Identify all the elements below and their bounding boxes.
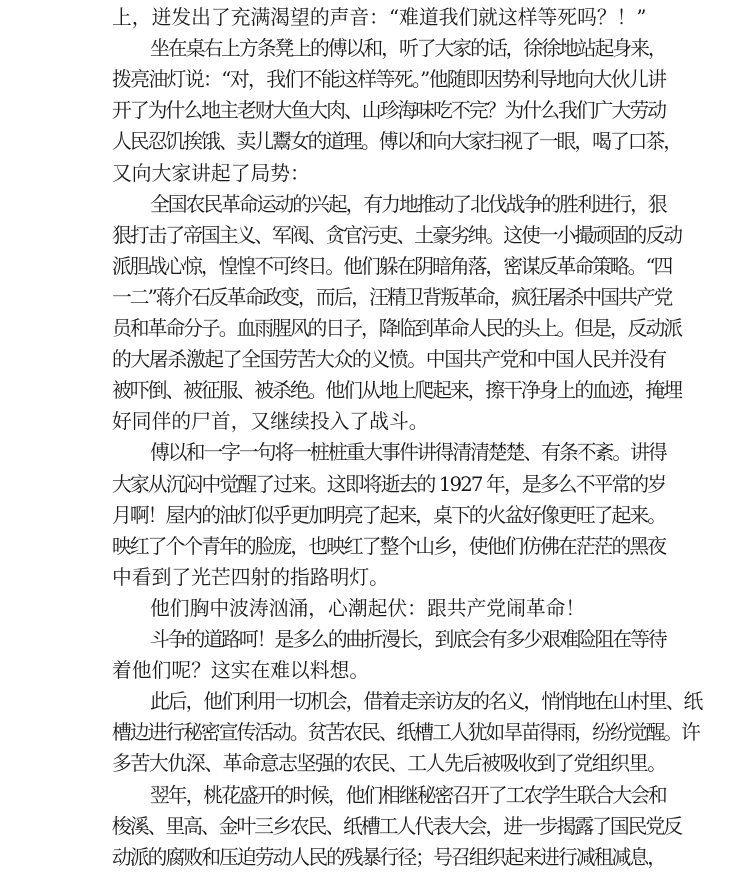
text-line: 的大屠杀激起了全国劳苦大众的义愤。中国共产党和中国人民并没有 [112,348,666,372]
text-line: 好同伴的尸首，又继续投入了战斗。 [112,410,429,434]
text-line: 又向大家讲起了局势： [112,161,310,185]
text-line: 映红了个个青年的脸庞，也映红了整个山乡，使他们仿佛在茫茫的黑夜 [112,534,666,558]
text-line: 上，迸发出了充满渴望的声音：“难道我们就这样等死吗？！” [112,6,647,29]
text-line: 梭溪、里高、金叶三乡农民、纸槽工人代表大会，进一步揭露了国民党反 [112,814,682,838]
text-line: 被吓倒、被征服、被杀绝。他们从地上爬起来，擦干净身上的血迹，掩埋 [112,379,682,403]
text-line: 派胆战心惊，惶惶不可终日。他们躲在阴暗角落，密谋反革命策略。“四 [112,254,672,278]
text-line: 狠打击了帝国主义、军阀、贪官污吏、土豪劣绅。这使一小撮顽固的反动 [112,223,682,247]
text-line: 槽边进行秘密宣传活动。贫苦农民、纸槽工人犹如旱苗得雨，纷纷觉醒。许 [112,721,699,745]
text-line: 他们胸中波涛汹涌，心潮起伏：跟共产党闹革命！ [150,596,586,620]
text-line: 动派的腐败和压迫劳动人民的残暴行径；号召组织起来进行减租减息， [112,845,666,869]
text-line: 着他们呢？这实在难以料想。 [112,659,370,683]
text-line: 开了为什么地主老财大鱼大肉、山珍海味吃不完？为什么我们广大劳动 [112,99,666,123]
text-line: 此后，他们利用一切机会，借着走亲访友的名义，悄悄地在山村里、纸 [150,690,702,714]
text-line: 斗争的道路呵！是多么的曲折漫长，到底会有多少艰难险阻在等待 [150,628,666,651]
text-line: 大家从沉闷中觉醒了过来。这即将逝去的 1927 年，是多么不平常的岁 [112,472,666,496]
text-line: 员和革命分子。血雨腥风的日子，降临到革命人民的头上。但是，反动派 [112,317,682,340]
text-line: 人民忍饥挨饿、卖儿鬻女的道理。傅以和向大家扫视了一眼，喝了口茶， [112,130,682,154]
text-line: 中看到了光芒四射的指路明灯。 [112,565,389,589]
text-line: 多苦大仇深、革命意志坚强的农民、工人先后被吸收到了党组织里。 [112,752,666,776]
text-line: 一二”蒋介石反革命政变，而后，汪精卫背叛革命，疯狂屠杀中国共产党 [112,285,672,309]
text-line: 拨亮油灯说：“对，我们不能这样等死。”他随即因势利导地向大伙儿讲 [112,68,666,92]
text-line: 月啊！屋内的油灯似乎更加明亮了起来，桌下的火盆好像更旺了起来。 [112,503,666,527]
text-line: 全国农民革命运动的兴起，有力地推动了北伐战争的胜利进行，狠 [150,192,666,216]
text-line: 坐在桌右上方条凳上的傅以和，听了大家的话，徐徐地站起身来， [150,37,666,61]
text-line: 翌年，桃花盛开的时候，他们相继秘密召开了工农学生联合大会和 [150,783,666,807]
text-line: 傅以和一字一句将一桩桩重大事件讲得清清楚楚、有条不紊。讲得 [150,441,666,465]
